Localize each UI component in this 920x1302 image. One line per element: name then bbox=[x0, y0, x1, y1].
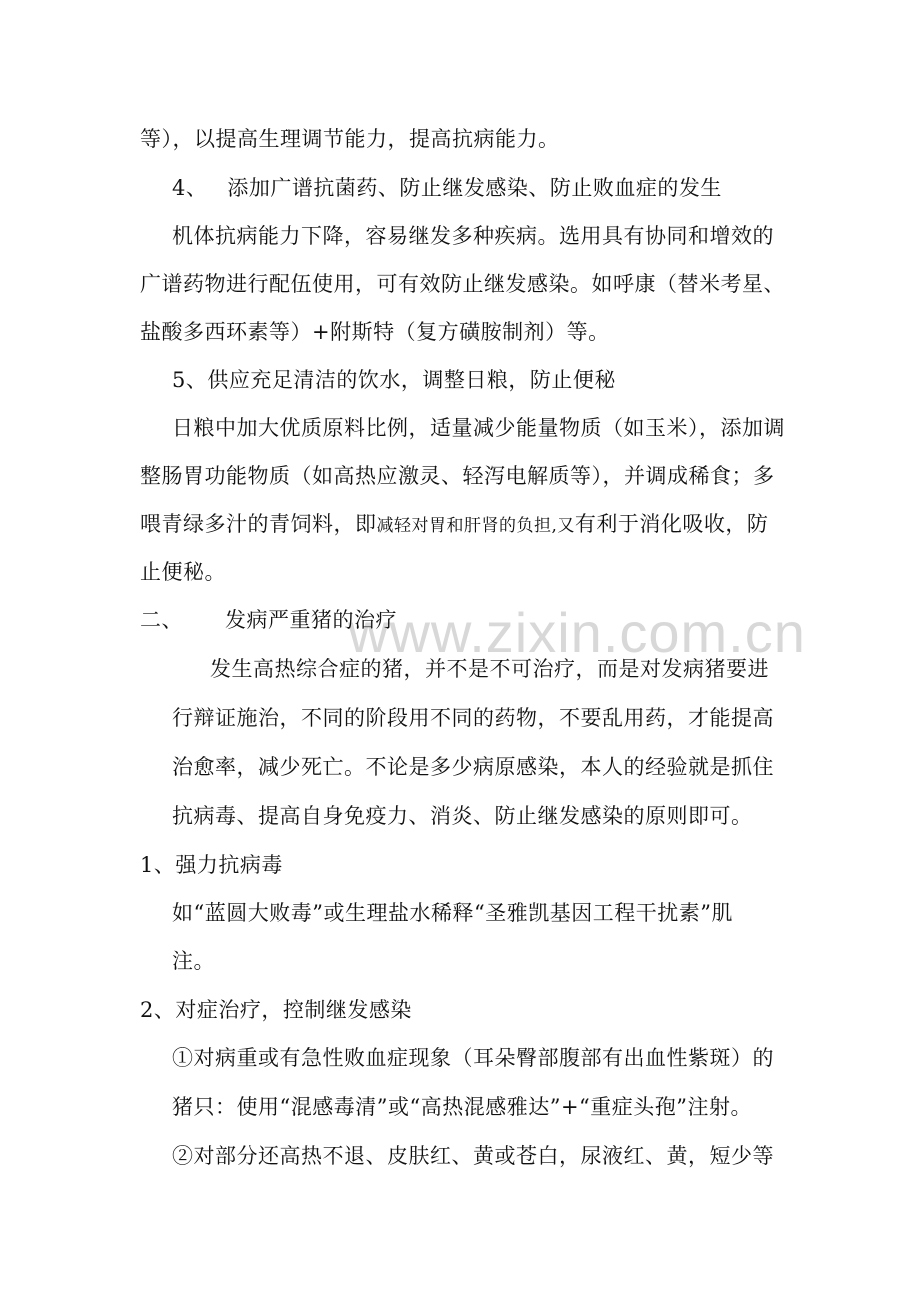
paragraph-line: 抗病毒、提高自身免疫力、消炎、防止继发感染的原则即可。 bbox=[172, 804, 753, 828]
paragraph-line: 整肠胃功能物质（如高热应激灵、轻泻电解质等），并调成稀食；多 bbox=[140, 464, 775, 488]
paragraph-line: 猪只：使用“混感毒清”或“高热混感雅达”+“重症头孢”注射。 bbox=[172, 1095, 753, 1119]
section-heading-5: 5、供应充足清洁的饮水，调整日粮，防止便秘 bbox=[172, 368, 616, 392]
heading-text: 发病严重猪的治疗 bbox=[225, 608, 397, 632]
heading-number: 4、 bbox=[172, 176, 208, 200]
paragraph-line: 治愈率，减少死亡。不论是多少病原感染，本人的经验就是抓住 bbox=[172, 755, 774, 779]
paragraph-line bbox=[140, 509, 768, 541]
text-run: 喂青绿多汁的青饲料，即 bbox=[140, 512, 377, 536]
paragraph-line: ②对部分还高热不退、皮肤红、黄或苍白，尿液红、黄，短少等 bbox=[172, 1144, 774, 1168]
watermark: www.zixin.com.cn bbox=[348, 601, 806, 664]
paragraph-line: 广谱药物进行配伍使用，可有效防止继发感染。如呼康（替米考星、 bbox=[140, 272, 785, 296]
paragraph-line: 日粮中加大优质原料比例，适量减少能量物质（如玉米），添加调 bbox=[172, 416, 785, 440]
heading-number: 二、 bbox=[140, 608, 183, 632]
section-heading-2 bbox=[140, 605, 397, 635]
subheading-2: 2、对症治疗，控制继发感染 bbox=[140, 998, 412, 1022]
paragraph-line: 行辩证施治，不同的阶段用不同的药物，不要乱用药，才能提高 bbox=[172, 706, 774, 730]
paragraph-line: 止便秘。 bbox=[140, 560, 226, 584]
paragraph-line: 盐酸多西环素等）+附斯特（复方磺胺制剂）等。 bbox=[140, 320, 610, 344]
paragraph-line: 机体抗病能力下降，容易继发多种疾病。选用具有协同和增效的 bbox=[172, 224, 774, 248]
text-run-small: 减轻对胃和肝肾的负担,又 bbox=[376, 516, 575, 536]
subheading-1: 1、强力抗病毒 bbox=[140, 853, 283, 877]
paragraph-line: 注。 bbox=[172, 949, 215, 973]
paragraph-line: 如“蓝圆大败毒”或生理盐水稀释“圣雅凯基因工程干扰素”肌 bbox=[172, 901, 733, 925]
heading-text: 添加广谱抗菌药、防止继发感染、防止败血症的发生 bbox=[227, 176, 722, 200]
paragraph-line: 发生高热综合症的猪，并不是不可治疗，而是对发病猪要进 bbox=[210, 657, 769, 681]
text-run: 有利于消化吸收，防 bbox=[574, 512, 769, 536]
section-heading-4 bbox=[172, 173, 722, 203]
paragraph-line: 等），以提高生理调节能力，提高抗病能力。 bbox=[140, 127, 560, 151]
paragraph-line: ①对病重或有急性败血症现象（耳朵臀部腹部有出血性紫斑）的 bbox=[172, 1046, 774, 1070]
